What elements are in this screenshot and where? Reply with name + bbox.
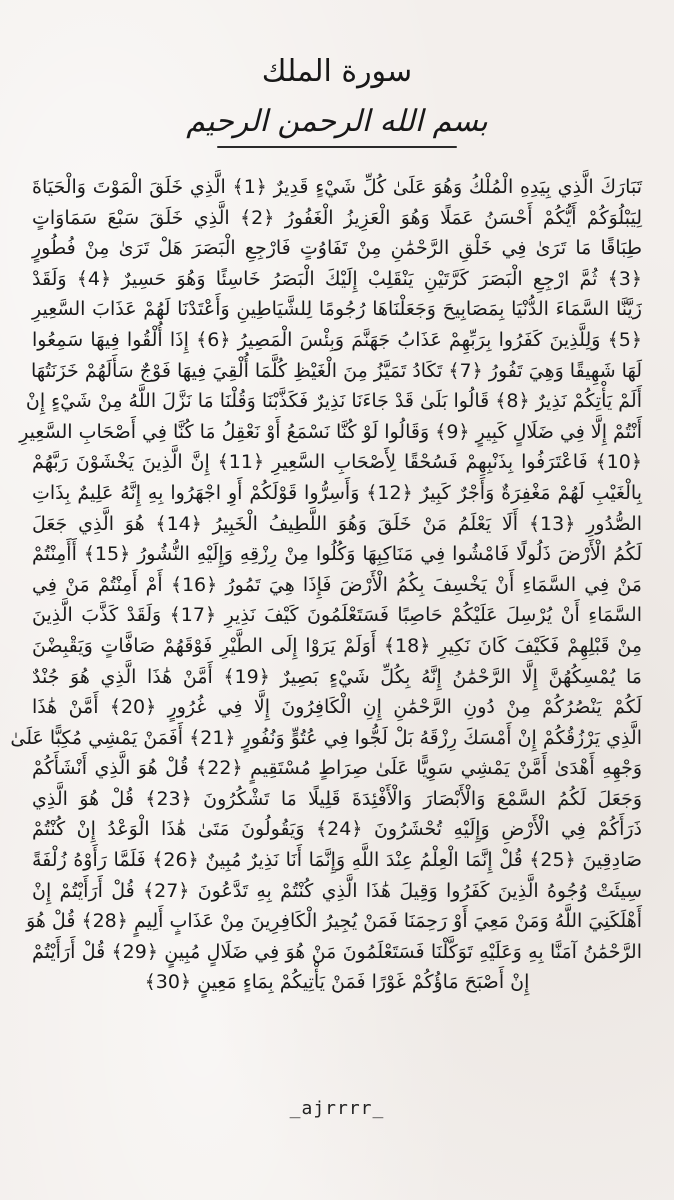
verse-line: وَجَعَلَ لَكُمُ السَّمْعَ وَالْأَبْصَارَ وَالْأَفْئِدَةَ قَلِيلًا مَا تَشْكُرُونَ ﴿23﴾ قُلْ هُوَ الَّذِي [32,787,642,810]
verse-line: سِيئَتْ وُجُوهُ الَّذِينَ كَفَرُوا وَقِيلَ هَٰذَا الَّذِي كُنْتُمْ بِهِ تَدَّعُونَ ﴿27﴾ قُلْ أَرَأَيْتُمْ إِنْ [32,879,642,902]
verse-line: تَبَارَكَ الَّذِي بِيَدِهِ الْمُلْكُ وَهُوَ عَلَىٰ كُلِّ شَيْءٍ قَدِيرٌ ﴿1﴾ الَّذِي خَلَقَ الْمَوْتَ وَالْحَيَاةَ [32,176,642,198]
verse-line: صَادِقِينَ ﴿25﴾ قُلْ إِنَّمَا الْعِلْمُ عِنْدَ اللَّهِ وَإِنَّمَا أَنَا نَذِيرٌ مُبِينٌ ﴿26﴾ فَلَمَّا رَأَوْهُ زُلْفَةً [32,849,643,872]
verse-line: لَكُمْ يَنْصُرُكُمْ مِنْ دُونِ الرَّحْمَٰنِ إِنِ الْكَافِرُونَ إِلَّا فِي غُرُورٍ ﴿20﴾ أَمَّنْ هَٰذَا [32,696,643,719]
basmala-underline-ornament [217,144,457,150]
verse-line: لَكُمُ الْأَرْضَ ذَلُولًا فَامْشُوا فِي مَنَاكِبِهَا وَكُلُوا مِنْ رِزْقِهِ وَإِلَيْهِ النُّشُورُ ﴿15﴾ أَأَمِنْتُمْ [32,543,642,566]
verse-line: طِبَاقًا مَا تَرَىٰ فِي خَلْقِ الرَّحْمَٰنِ مِنْ تَفَاوُتٍ فَارْجِعِ الْبَصَرَ هَلْ تَرَىٰ مِنْ فُطُورٍ [32,237,642,260]
verse-line: وَجْهِهِ أَهْدَىٰ أَمَّنْ يَمْشِي سَوِيًّا عَلَىٰ صِرَاطٍ مُسْتَقِيمٍ ﴿22﴾ قُلْ هُوَ الَّذِي أَنْشَأَكُمْ [32,757,642,780]
verse-line: ﴿3﴾ ثُمَّ ارْجِعِ الْبَصَرَ كَرَّتَيْنِ يَنْقَلِبْ إِلَيْكَ الْبَصَرُ خَاسِئًا وَهُوَ حَسِيرٌ ﴿4﴾ وَلَقَدْ [32,267,642,290]
signature: _ajrrrr_ [289,1098,385,1119]
page-header [0,52,674,150]
verse-line: الرَّحْمَٰنُ آمَنَّا بِهِ وَعَلَيْهِ تَوَكَّلْنَا فَسَتَعْلَمُونَ مَنْ هُوَ فِي ضَلَالٍ مُبِينٍ ﴿29﴾ قُلْ أَرَأَيْتُمْ [32,940,642,963]
verse-line: ﴿5﴾ وَلِلَّذِينَ كَفَرُوا بِرَبِّهِمْ عَذَابُ جَهَنَّمَ وَبِئْسَ الْمَصِيرُ ﴿6﴾ إِذَا أُلْقُوا فِيهَا سَمِعُوا [32,328,642,351]
surah-title: سورة الملك [261,54,413,89]
verse-line: السَّمَاءِ أَنْ يُرْسِلَ عَلَيْكُمْ حَاصِبًا فَسَتَعْلَمُونَ كَيْفَ نَذِيرِ ﴿17﴾ وَلَقَدْ كَذَّبَ الَّذِينَ [32,604,642,627]
verse-line: الَّذِي يَرْزُقُكُمْ إِنْ أَمْسَكَ رِزْقَهُ بَلْ لَجُّوا فِي عُتُوٍّ وَنُفُورٍ ﴿21﴾ أَفَمَنْ يَمْشِي مُكِبًّا عَلَىٰ [10,726,642,749]
verse-line: أَهْلَكَنِيَ اللَّهُ وَمَنْ مَعِيَ أَوْ رَحِمَنَا فَمَنْ يُجِيرُ الْكَافِرِينَ مِنْ عَذَابٍ أَلِيمٍ ﴿28﴾ قُلْ هُوَ [26,910,642,933]
verse-line: زَيَّنَّا السَّمَاءَ الدُّنْيَا بِمَصَابِيحَ وَجَعَلْنَاهَا رُجُومًا لِلشَّيَاطِينِ وَأَعْتَدْنَا لَهُمْ عَذَابَ السَّعِيرِ [32,298,642,321]
verse-line: ذَرَأَكُمْ فِي الْأَرْضِ وَإِلَيْهِ تُحْشَرُونَ ﴿24﴾ وَيَقُولُونَ مَتَىٰ هَٰذَا الْوَعْدُ إِنْ كُنْتُمْ [32,818,642,841]
surah-text-block [10,172,643,1092]
verse-line: مَنْ فِي السَّمَاءِ أَنْ يَخْسِفَ بِكُمُ الْأَرْضَ فَإِذَا هِيَ تَمُورُ ﴿16﴾ أَمْ أَمِنْتُمْ مَنْ فِي [32,573,642,596]
verse-line: مَا يُمْسِكُهُنَّ إِلَّا الرَّحْمَٰنُ إِنَّهُ بِكُلِّ شَيْءٍ بَصِيرٌ ﴿19﴾ أَمَّنْ هَٰذَا الَّذِي هُوَ جُنْدٌ [32,665,642,688]
verse-line: ﴿10﴾ فَاعْتَرَفُوا بِذَنْبِهِمْ فَسُحْقًا لِأَصْحَابِ السَّعِيرِ ﴿11﴾ إِنَّ الَّذِينَ يَخْشَوْنَ رَبَّهُمْ [32,451,642,474]
verse-line: أَنْتُمْ إِلَّا فِي ضَلَالٍ كَبِيرٍ ﴿9﴾ وَقَالُوا لَوْ كُنَّا نَسْمَعُ أَوْ نَعْقِلُ مَا كُنَّا فِي أَصْحَابِ السَّعِيرِ [19,420,642,443]
verse-line: بِالْغَيْبِ لَهُمْ مَغْفِرَةٌ وَأَجْرٌ كَبِيرٌ ﴿12﴾ وَأَسِرُّوا قَوْلَكُمْ أَوِ اجْهَرُوا بِهِ إِنَّهُ عَلِيمٌ بِذَاتِ [32,481,642,504]
verse-line: لَهَا شَهِيقًا وَهِيَ تَفُورُ ﴿7﴾ تَكَادُ تَمَيَّزُ مِنَ الْغَيْظِ كُلَّمَا أُلْقِيَ فِيهَا فَوْجٌ سَأَلَهُمْ خَزَنَتُهَا [30,359,642,382]
verse-line: إِنْ أَصْبَحَ مَاؤُكُمْ غَوْرًا فَمَنْ يَأْتِيكُمْ بِمَاءٍ مَعِينٍ ﴿30﴾ [144,971,530,994]
verse-line: مِنْ قَبْلِهِمْ فَكَيْفَ كَانَ نَكِيرِ ﴿18﴾ أَوَلَمْ يَرَوْا إِلَى الطَّيْرِ فَوْقَهُمْ صَافَّاتٍ وَيَقْبِضْنَ [32,634,642,657]
verse-line: لِيَبْلُوَكُمْ أَيُّكُمْ أَحْسَنُ عَمَلًا وَهُوَ الْعَزِيزُ الْغَفُورُ ﴿2﴾ الَّذِي خَلَقَ سَبْعَ سَمَاوَاتٍ [32,206,642,229]
verse-line: الصُّدُورِ ﴿13﴾ أَلَا يَعْلَمُ مَنْ خَلَقَ وَهُوَ اللَّطِيفُ الْخَبِيرُ ﴿14﴾ هُوَ الَّذِي جَعَلَ [32,512,642,535]
verse-line: أَلَمْ يَأْتِكُمْ نَذِيرٌ ﴿8﴾ قَالُوا بَلَىٰ قَدْ جَاءَنَا نَذِيرٌ فَكَذَّبْنَا وَقُلْنَا مَا نَزَّلَ اللَّهُ مِنْ شَيْءٍ إِنْ [25,390,642,413]
basmala: بسم الله الرحمن الرحيم [186,104,488,139]
